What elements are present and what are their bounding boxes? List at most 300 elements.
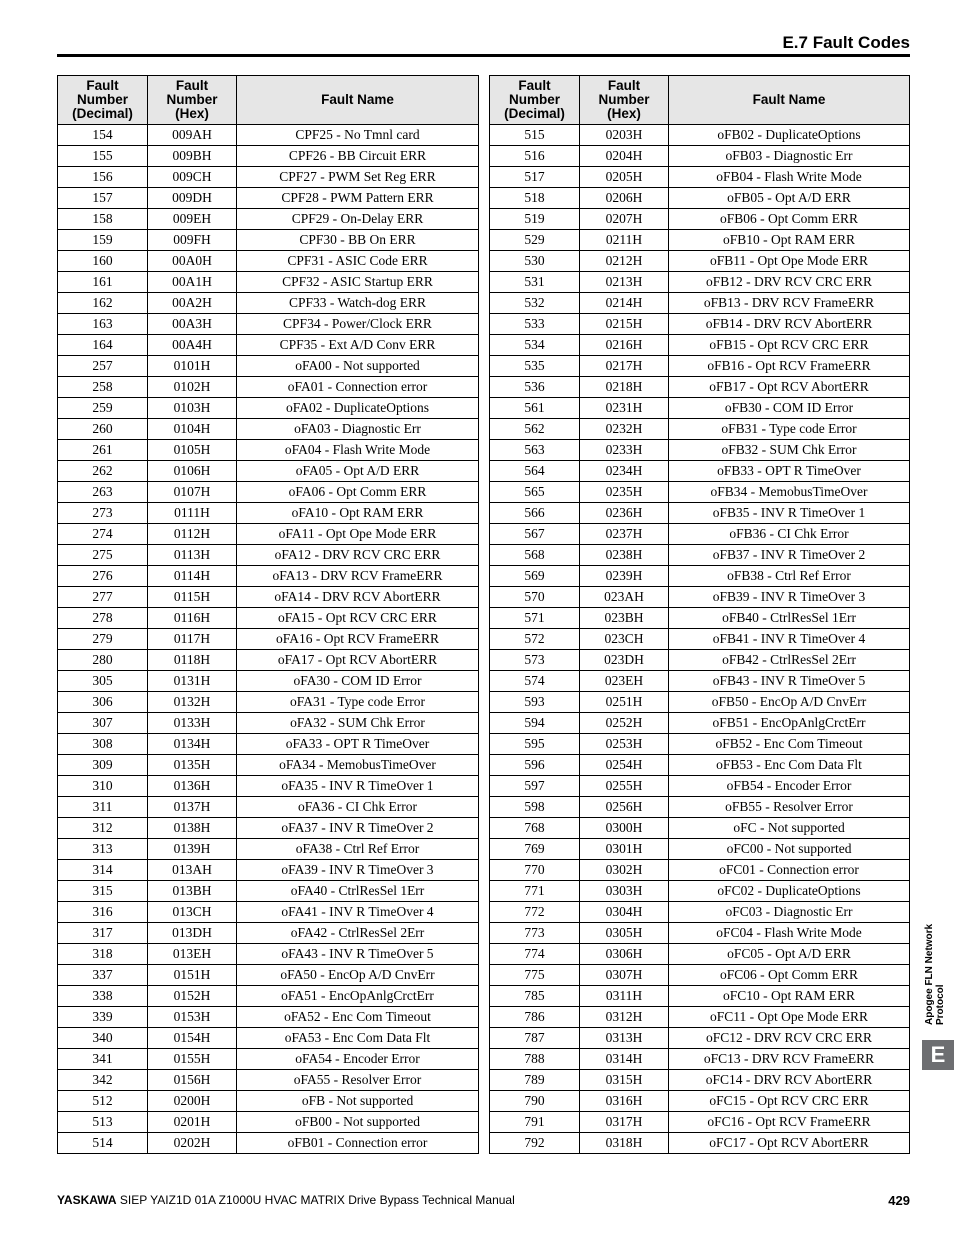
table-row — [490, 986, 910, 1007]
cell-fault-decimal: 594 — [490, 713, 580, 734]
cell-fault-decimal: 771 — [490, 881, 580, 902]
cell-fault-decimal: 562 — [490, 419, 580, 440]
table-row — [58, 881, 479, 902]
table-row — [58, 1049, 479, 1070]
header-line: Fault Name — [752, 92, 826, 107]
cell-fault-name: oFA35 - INV R TimeOver 1 — [237, 776, 479, 797]
cell-fault-name: oFB42 - CtrlResSel 2Err — [669, 650, 910, 671]
cell-fault-name: oFA03 - Diagnostic Err — [237, 419, 479, 440]
cell-fault-name: oFB14 - DRV RCV AbortERR — [669, 314, 910, 335]
table-row — [490, 1070, 910, 1091]
cell-fault-decimal: 310 — [58, 776, 148, 797]
fault-rows-left — [58, 125, 479, 1154]
cell-fault-name: oFB38 - Ctrl Ref Error — [669, 566, 910, 587]
cell-fault-name: oFA36 - CI Chk Error — [237, 797, 479, 818]
cell-fault-hex: 0134H — [148, 734, 237, 755]
cell-fault-name: oFA34 - MemobusTimeOver — [237, 755, 479, 776]
cell-fault-hex: 0116H — [148, 608, 237, 629]
cell-fault-hex: 013AH — [148, 860, 237, 881]
cell-fault-decimal: 309 — [58, 755, 148, 776]
cell-fault-decimal: 315 — [58, 881, 148, 902]
cell-fault-hex: 0235H — [580, 482, 669, 503]
cell-fault-decimal: 307 — [58, 713, 148, 734]
header-line: Fault Name — [321, 92, 394, 107]
cell-fault-name: oFB50 - EncOp A/D CnvErr — [669, 692, 910, 713]
cell-fault-decimal: 274 — [58, 524, 148, 545]
cell-fault-name: oFC16 - Opt RCV FrameERR — [669, 1112, 910, 1133]
table-row — [490, 230, 910, 251]
cell-fault-hex: 0201H — [148, 1112, 237, 1133]
cell-fault-decimal: 573 — [490, 650, 580, 671]
table-row — [58, 335, 479, 356]
table-row — [58, 671, 479, 692]
table-row — [58, 272, 479, 293]
cell-fault-name: oFC10 - Opt RAM ERR — [669, 986, 910, 1007]
cell-fault-name: oFB53 - Enc Com Data Flt — [669, 755, 910, 776]
cell-fault-hex: 0136H — [148, 776, 237, 797]
table-row — [490, 251, 910, 272]
table-row — [490, 881, 910, 902]
cell-fault-name: oFA43 - INV R TimeOver 5 — [237, 944, 479, 965]
header-line: (Decimal) — [504, 106, 565, 121]
cell-fault-decimal: 515 — [490, 125, 580, 146]
cell-fault-decimal: 785 — [490, 986, 580, 1007]
cell-fault-decimal: 306 — [58, 692, 148, 713]
cell-fault-decimal: 162 — [58, 293, 148, 314]
cell-fault-decimal: 341 — [58, 1049, 148, 1070]
cell-fault-hex: 023DH — [580, 650, 669, 671]
cell-fault-decimal: 154 — [58, 125, 148, 146]
cell-fault-hex: 0306H — [580, 944, 669, 965]
table-row — [490, 608, 910, 629]
table-row — [58, 188, 479, 209]
cell-fault-hex: 0307H — [580, 965, 669, 986]
table-row — [58, 797, 479, 818]
table-row — [58, 167, 479, 188]
header-line: Number — [166, 92, 218, 107]
cell-fault-hex: 0151H — [148, 965, 237, 986]
cell-fault-name: oFC15 - Opt RCV CRC ERR — [669, 1091, 910, 1112]
table-row — [58, 419, 479, 440]
fault-table-right — [489, 75, 910, 1154]
cell-fault-name: oFA52 - Enc Com Timeout — [237, 1007, 479, 1028]
side-label-line2: Protocol — [935, 984, 946, 1025]
table-row — [58, 1070, 479, 1091]
table-row — [490, 629, 910, 650]
table-row — [490, 1007, 910, 1028]
cell-fault-name: oFC04 - Flash Write Mode — [669, 923, 910, 944]
cell-fault-hex: 0206H — [580, 188, 669, 209]
cell-fault-hex: 0239H — [580, 566, 669, 587]
cell-fault-hex: 0156H — [148, 1070, 237, 1091]
cell-fault-name: oFB55 - Resolver Error — [669, 797, 910, 818]
cell-fault-decimal: 768 — [490, 818, 580, 839]
cell-fault-name: oFA12 - DRV RCV CRC ERR — [237, 545, 479, 566]
cell-fault-hex: 0253H — [580, 734, 669, 755]
cell-fault-hex: 0114H — [148, 566, 237, 587]
cell-fault-hex: 013EH — [148, 944, 237, 965]
cell-fault-hex: 0303H — [580, 881, 669, 902]
cell-fault-name: oFA54 - Encoder Error — [237, 1049, 479, 1070]
cell-fault-name: oFA11 - Opt Ope Mode ERR — [237, 524, 479, 545]
cell-fault-decimal: 535 — [490, 356, 580, 377]
cell-fault-decimal: 263 — [58, 482, 148, 503]
cell-fault-decimal: 311 — [58, 797, 148, 818]
cell-fault-name: oFA01 - Connection error — [237, 377, 479, 398]
cell-fault-decimal: 516 — [490, 146, 580, 167]
cell-fault-decimal: 312 — [58, 818, 148, 839]
cell-fault-decimal: 566 — [490, 503, 580, 524]
cell-fault-hex: 009BH — [148, 146, 237, 167]
cell-fault-decimal: 161 — [58, 272, 148, 293]
cell-fault-hex: 0233H — [580, 440, 669, 461]
header-line: (Hex) — [607, 106, 641, 121]
cell-fault-decimal: 788 — [490, 1049, 580, 1070]
cell-fault-hex: 0111H — [148, 503, 237, 524]
table-row — [490, 524, 910, 545]
cell-fault-hex: 0237H — [580, 524, 669, 545]
cell-fault-decimal: 305 — [58, 671, 148, 692]
cell-fault-decimal: 340 — [58, 1028, 148, 1049]
table-row — [58, 839, 479, 860]
cell-fault-hex: 00A3H — [148, 314, 237, 335]
cell-fault-name: oFB34 - MemobusTimeOver — [669, 482, 910, 503]
cell-fault-decimal: 313 — [58, 839, 148, 860]
table-header-row — [490, 76, 910, 125]
cell-fault-name: oFA00 - Not supported — [237, 356, 479, 377]
header-fault-number-decimal — [490, 76, 580, 125]
cell-fault-hex: 0203H — [580, 125, 669, 146]
table-row — [490, 860, 910, 881]
cell-fault-hex: 0301H — [580, 839, 669, 860]
table-row — [490, 587, 910, 608]
cell-fault-hex: 0236H — [580, 503, 669, 524]
cell-fault-hex: 0214H — [580, 293, 669, 314]
cell-fault-decimal: 595 — [490, 734, 580, 755]
cell-fault-hex: 0211H — [580, 230, 669, 251]
cell-fault-hex: 013BH — [148, 881, 237, 902]
table-row — [490, 335, 910, 356]
table-row — [58, 545, 479, 566]
cell-fault-hex: 0313H — [580, 1028, 669, 1049]
table-row — [490, 356, 910, 377]
section-title: E.7 Fault Codes — [782, 33, 910, 52]
cell-fault-decimal: 533 — [490, 314, 580, 335]
table-row — [58, 293, 479, 314]
table-row — [58, 314, 479, 335]
cell-fault-hex: 0132H — [148, 692, 237, 713]
cell-fault-decimal: 572 — [490, 629, 580, 650]
cell-fault-decimal: 536 — [490, 377, 580, 398]
cell-fault-hex: 0216H — [580, 335, 669, 356]
cell-fault-hex: 0102H — [148, 377, 237, 398]
table-row — [490, 1112, 910, 1133]
cell-fault-name: CPF31 - ASIC Code ERR — [237, 251, 479, 272]
cell-fault-name: CPF28 - PWM Pattern ERR — [237, 188, 479, 209]
cell-fault-hex: 013DH — [148, 923, 237, 944]
cell-fault-decimal: 770 — [490, 860, 580, 881]
fault-table-left — [57, 75, 479, 1154]
cell-fault-hex: 0212H — [580, 251, 669, 272]
cell-fault-name: oFA14 - DRV RCV AbortERR — [237, 587, 479, 608]
cell-fault-hex: 0104H — [148, 419, 237, 440]
table-row — [58, 755, 479, 776]
table-row — [58, 860, 479, 881]
cell-fault-hex: 0152H — [148, 986, 237, 1007]
cell-fault-name: oFA37 - INV R TimeOver 2 — [237, 818, 479, 839]
cell-fault-hex: 0234H — [580, 461, 669, 482]
cell-fault-decimal: 775 — [490, 965, 580, 986]
cell-fault-decimal: 564 — [490, 461, 580, 482]
cell-fault-hex: 0218H — [580, 377, 669, 398]
table-header-row — [58, 76, 479, 125]
cell-fault-name: oFA04 - Flash Write Mode — [237, 440, 479, 461]
cell-fault-hex: 0215H — [580, 314, 669, 335]
cell-fault-hex: 0112H — [148, 524, 237, 545]
cell-fault-name: oFA32 - SUM Chk Error — [237, 713, 479, 734]
table-row — [58, 734, 479, 755]
cell-fault-name: CPF35 - Ext A/D Conv ERR — [237, 335, 479, 356]
table-row — [58, 650, 479, 671]
table-row — [490, 209, 910, 230]
cell-fault-decimal: 565 — [490, 482, 580, 503]
cell-fault-decimal: 519 — [490, 209, 580, 230]
cell-fault-hex: 0118H — [148, 650, 237, 671]
table-row — [58, 692, 479, 713]
cell-fault-hex: 00A1H — [148, 272, 237, 293]
cell-fault-hex: 009EH — [148, 209, 237, 230]
cell-fault-name: oFB12 - DRV RCV CRC ERR — [669, 272, 910, 293]
cell-fault-hex: 00A2H — [148, 293, 237, 314]
cell-fault-decimal: 772 — [490, 902, 580, 923]
table-row — [490, 944, 910, 965]
cell-fault-hex: 0311H — [580, 986, 669, 1007]
table-row — [58, 587, 479, 608]
cell-fault-hex: 0205H — [580, 167, 669, 188]
cell-fault-name: oFA06 - Opt Comm ERR — [237, 482, 479, 503]
cell-fault-hex: 0305H — [580, 923, 669, 944]
table-row — [490, 1028, 910, 1049]
table-row — [490, 125, 910, 146]
cell-fault-hex: 0207H — [580, 209, 669, 230]
cell-fault-hex: 0131H — [148, 671, 237, 692]
header-line: Fault — [86, 78, 119, 93]
cell-fault-hex: 0231H — [580, 398, 669, 419]
cell-fault-decimal: 260 — [58, 419, 148, 440]
cell-fault-hex: 0254H — [580, 755, 669, 776]
cell-fault-decimal: 786 — [490, 1007, 580, 1028]
table-row — [490, 545, 910, 566]
cell-fault-decimal: 597 — [490, 776, 580, 797]
cell-fault-name: oFB51 - EncOpAnlgCrctErr — [669, 713, 910, 734]
table-row — [58, 713, 479, 734]
cell-fault-name: oFC01 - Connection error — [669, 860, 910, 881]
cell-fault-name: oFC17 - Opt RCV AbortERR — [669, 1133, 910, 1154]
table-row — [490, 650, 910, 671]
cell-fault-decimal: 318 — [58, 944, 148, 965]
cell-fault-name: oFB03 - Diagnostic Err — [669, 146, 910, 167]
table-row — [58, 251, 479, 272]
table-row — [490, 377, 910, 398]
cell-fault-name: oFA38 - Ctrl Ref Error — [237, 839, 479, 860]
cell-fault-decimal: 163 — [58, 314, 148, 335]
header-line: Number — [598, 92, 650, 107]
header-line: Fault — [518, 78, 551, 93]
cell-fault-name: CPF34 - Power/Clock ERR — [237, 314, 479, 335]
cell-fault-decimal: 598 — [490, 797, 580, 818]
cell-fault-name: CPF27 - PWM Set Reg ERR — [237, 167, 479, 188]
table-row — [58, 482, 479, 503]
table-row — [490, 818, 910, 839]
table-row — [490, 902, 910, 923]
cell-fault-name: CPF33 - Watch-dog ERR — [237, 293, 479, 314]
cell-fault-decimal: 257 — [58, 356, 148, 377]
cell-fault-name: oFC13 - DRV RCV FrameERR — [669, 1049, 910, 1070]
cell-fault-hex: 0213H — [580, 272, 669, 293]
cell-fault-hex: 0256H — [580, 797, 669, 818]
cell-fault-decimal: 790 — [490, 1091, 580, 1112]
cell-fault-name: oFB54 - Encoder Error — [669, 776, 910, 797]
header-line: (Decimal) — [72, 106, 133, 121]
cell-fault-decimal: 262 — [58, 461, 148, 482]
cell-fault-decimal: 532 — [490, 293, 580, 314]
header-line: Fault — [607, 78, 641, 93]
table-row — [490, 461, 910, 482]
cell-fault-hex: 0316H — [580, 1091, 669, 1112]
cell-fault-hex: 0252H — [580, 713, 669, 734]
cell-fault-hex: 0105H — [148, 440, 237, 461]
table-row — [58, 902, 479, 923]
table-row — [58, 1112, 479, 1133]
table-row — [490, 923, 910, 944]
cell-fault-decimal: 561 — [490, 398, 580, 419]
table-row — [58, 146, 479, 167]
cell-fault-decimal: 792 — [490, 1133, 580, 1154]
cell-fault-hex: 009AH — [148, 125, 237, 146]
cell-fault-name: oFA39 - INV R TimeOver 3 — [237, 860, 479, 881]
cell-fault-name: oFB33 - OPT R TimeOver — [669, 461, 910, 482]
cell-fault-decimal: 308 — [58, 734, 148, 755]
cell-fault-name: oFA30 - COM ID Error — [237, 671, 479, 692]
cell-fault-decimal: 517 — [490, 167, 580, 188]
table-row — [490, 671, 910, 692]
cell-fault-hex: 0138H — [148, 818, 237, 839]
table-row — [490, 188, 910, 209]
cell-fault-hex: 0315H — [580, 1070, 669, 1091]
cell-fault-hex: 023BH — [580, 608, 669, 629]
cell-fault-hex: 023EH — [580, 671, 669, 692]
cell-fault-hex: 0107H — [148, 482, 237, 503]
cell-fault-decimal: 773 — [490, 923, 580, 944]
cell-fault-hex: 0304H — [580, 902, 669, 923]
table-row — [490, 1133, 910, 1154]
cell-fault-hex: 0217H — [580, 356, 669, 377]
cell-fault-decimal: 158 — [58, 209, 148, 230]
cell-fault-hex: 0318H — [580, 1133, 669, 1154]
cell-fault-name: CPF25 - No Tmnl card — [237, 125, 479, 146]
cell-fault-decimal: 787 — [490, 1028, 580, 1049]
side-label-line1: Apogee FLN Network — [924, 923, 935, 1025]
cell-fault-decimal: 259 — [58, 398, 148, 419]
cell-fault-name: oFC14 - DRV RCV AbortERR — [669, 1070, 910, 1091]
table-row — [58, 965, 479, 986]
cell-fault-decimal: 568 — [490, 545, 580, 566]
cell-fault-decimal: 789 — [490, 1070, 580, 1091]
cell-fault-name: oFA55 - Resolver Error — [237, 1070, 479, 1091]
cell-fault-name: oFC05 - Opt A/D ERR — [669, 944, 910, 965]
cell-fault-name: oFC06 - Opt Comm ERR — [669, 965, 910, 986]
page-number: 429 — [888, 1193, 910, 1208]
table-row — [58, 524, 479, 545]
cell-fault-decimal: 156 — [58, 167, 148, 188]
cell-fault-name: oFB39 - INV R TimeOver 3 — [669, 587, 910, 608]
cell-fault-name: oFC - Not supported — [669, 818, 910, 839]
cell-fault-hex: 009DH — [148, 188, 237, 209]
cell-fault-name: oFC12 - DRV RCV CRC ERR — [669, 1028, 910, 1049]
cell-fault-hex: 0312H — [580, 1007, 669, 1028]
cell-fault-hex: 0204H — [580, 146, 669, 167]
table-row — [490, 566, 910, 587]
cell-fault-decimal: 339 — [58, 1007, 148, 1028]
header-line: Number — [508, 92, 560, 107]
cell-fault-name: oFB06 - Opt Comm ERR — [669, 209, 910, 230]
cell-fault-decimal: 258 — [58, 377, 148, 398]
table-row — [490, 1049, 910, 1070]
footer-doc-info — [57, 1193, 515, 1207]
cell-fault-name: oFA53 - Enc Com Data Flt — [237, 1028, 479, 1049]
cell-fault-name: oFB52 - Enc Com Timeout — [669, 734, 910, 755]
table-row — [490, 314, 910, 335]
cell-fault-hex: 0103H — [148, 398, 237, 419]
cell-fault-decimal: 569 — [490, 566, 580, 587]
cell-fault-hex: 013CH — [148, 902, 237, 923]
cell-fault-decimal: 596 — [490, 755, 580, 776]
cell-fault-name: oFB04 - Flash Write Mode — [669, 167, 910, 188]
cell-fault-name: oFB10 - Opt RAM ERR — [669, 230, 910, 251]
table-row — [58, 1133, 479, 1154]
cell-fault-decimal: 512 — [58, 1091, 148, 1112]
header-fault-name — [237, 76, 479, 125]
table-row — [58, 923, 479, 944]
footer-doc-title: SIEP YAIZ1D 01A Z1000U HVAC MATRIX Drive Bypass Technical Manual — [119, 1193, 515, 1207]
cell-fault-name: oFA40 - CtrlResSel 1Err — [237, 881, 479, 902]
table-row — [58, 503, 479, 524]
table-row — [58, 1091, 479, 1112]
table-row — [490, 713, 910, 734]
table-row — [490, 734, 910, 755]
cell-fault-name: oFB36 - CI Chk Error — [669, 524, 910, 545]
cell-fault-decimal: 791 — [490, 1112, 580, 1133]
cell-fault-hex: 0101H — [148, 356, 237, 377]
table-row — [58, 1007, 479, 1028]
header-line: (Hex) — [175, 106, 209, 121]
cell-fault-name: CPF30 - BB On ERR — [237, 230, 479, 251]
cell-fault-name: oFB30 - COM ID Error — [669, 398, 910, 419]
cell-fault-name: oFB40 - CtrlResSel 1Err — [669, 608, 910, 629]
cell-fault-name: oFB01 - Connection error — [237, 1133, 479, 1154]
table-row — [490, 293, 910, 314]
cell-fault-name: oFA31 - Type code Error — [237, 692, 479, 713]
table-row — [58, 398, 479, 419]
table-row — [490, 839, 910, 860]
cell-fault-hex: 0155H — [148, 1049, 237, 1070]
cell-fault-hex: 0113H — [148, 545, 237, 566]
header-rule — [57, 54, 910, 57]
cell-fault-name: oFA42 - CtrlResSel 2Err — [237, 923, 479, 944]
cell-fault-name: oFA02 - DuplicateOptions — [237, 398, 479, 419]
appendix-tab: E — [922, 1040, 954, 1070]
cell-fault-name: oFB43 - INV R TimeOver 5 — [669, 671, 910, 692]
